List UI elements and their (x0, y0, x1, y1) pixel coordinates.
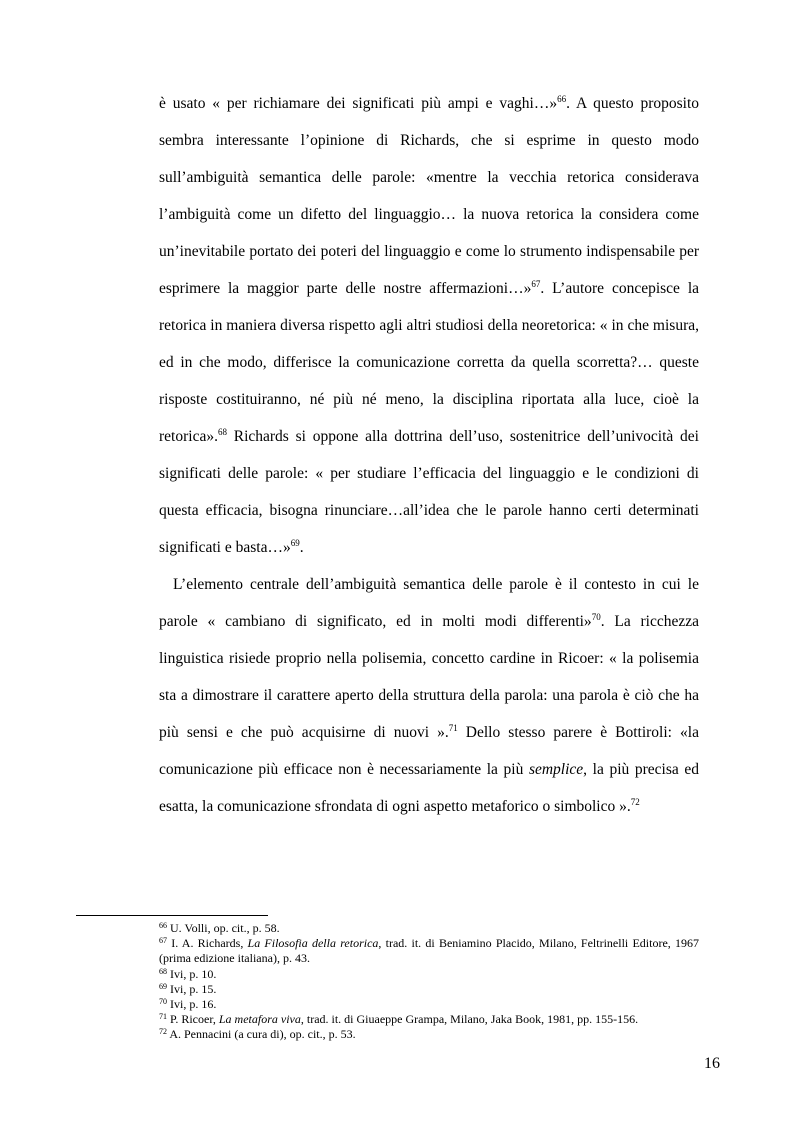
footnote-ref-67[interactable]: 67 (531, 279, 541, 289)
footnote-text: Ivi, p. 10. (167, 966, 217, 981)
footnote-number: 67 (159, 936, 167, 946)
page-number: 16 (704, 1055, 720, 1072)
paragraph-1-text-c: . L’autore concepisce la retorica in maniera diversa rispetto agli altri studiosi della neoretorica: « in che misura, ed in che modo, differisce la comunicazione corretta da quella scorretta?… queste risposte costituiranno, né più né meno, la disciplina riportata alla luce, cioè la retorica». (159, 280, 700, 445)
footnote-title: La metafora viva (218, 1012, 301, 1027)
paragraph-2-text-a: L’elemento centrale dell’ambiguità semantica delle parole è il contesto in cui le parole « cambiano di significato, ed in molti modi differenti» (159, 576, 699, 630)
footnote-ref-68[interactable]: 68 (217, 427, 227, 437)
paragraph-2-text-c: Dello stesso parere è Bottiroli: «la comunicazione più efficace non è necessariamente la più (159, 724, 699, 778)
paragraph-1-text-b: . A questo proposito sembra interessante l’opinione di Richards, che si esprime in questo modo sull’ambiguità semantica delle parole: «mentre la vecchia retorica considerava l’ambiguità come un difetto del linguaggio… la nuova retorica la considera come un’inevitabile portato dei poteri del linguaggio e come lo strumento indispensabile per esprimere la maggior parte delle nostre affermazioni…» (159, 95, 699, 297)
footnote-text: Ivi, p. 16. (167, 997, 217, 1012)
footnote-72 (159, 1027, 699, 1042)
footnote-title: La Filosofia della retorica (247, 936, 379, 951)
footnote-ref-69[interactable]: 69 (290, 538, 300, 548)
footnote-text: Ivi, p. 15. (167, 981, 217, 996)
footnote-number: 66 (159, 921, 167, 930)
footnote-71 (159, 1012, 699, 1027)
paragraph-2-emphasis: semplice (528, 761, 584, 778)
footnote-68 (159, 967, 699, 982)
paragraph-1-text-d: Richards si oppone alla dottrina dell’uso, sostenitrice dell’univocità dei significati delle parole: « per studiare l’efficacia del linguaggio e le condizioni di questa efficacia, bisogna rinunciare…all’idea che le parole hanno certi determinati significati e basta…» (159, 428, 699, 556)
footnote-ref-72[interactable]: 72 (630, 797, 640, 807)
footnote-ref-71[interactable]: 71 (448, 723, 458, 733)
footnote-69 (159, 982, 699, 997)
footnote-text: I. A. Richards, (167, 936, 248, 951)
footnote-ref-70[interactable]: 70 (591, 612, 601, 622)
paragraph-1 (159, 85, 699, 566)
footnote-text: U. Volli, op. cit., p. 58. (167, 921, 280, 935)
footnote-text-rest: , trad. it. di Beniamino Placido, Milano, Feltrinelli Editore, 1967 (prima edizione italiana), p. 43. (159, 936, 699, 966)
footnote-number: 70 (159, 997, 167, 1007)
body-text (159, 85, 699, 825)
footnote-number: 72 (159, 1027, 167, 1037)
footnote-number: 68 (159, 966, 167, 976)
footnote-text: P. Ricoer, (167, 1012, 219, 1027)
paragraph-1-text-e: . (299, 539, 304, 556)
paragraph-2-text-b: . La ricchezza linguistica risiede proprio nella polisemia, concetto cardine in Ricoer: « la polisemia sta a dimostrare il carattere aperto della struttura della parola: una parola è ciò che ha più sensi e che può acquisirne di nuovi ». (159, 613, 700, 741)
footnote-ref-66[interactable]: 66 (557, 94, 567, 104)
footnote-text: A. Pennacini (a cura di), op. cit., p. 53. (167, 1027, 356, 1042)
footnote-number: 69 (159, 981, 167, 991)
footnote-67 (159, 936, 699, 966)
footnotes (159, 921, 699, 1043)
footnote-70 (159, 997, 699, 1012)
paragraph-1-text-a: è usato « per richiamare dei significati più ampi e vaghi…» (159, 95, 558, 112)
paragraph-2 (159, 566, 699, 825)
footnote-text-rest: , trad. it. di Giuaeppe Grampa, Milano, Jaka Book, 1981, pp. 155-156. (300, 1012, 639, 1027)
footnote-66 (159, 921, 699, 936)
paragraph-2-text-d: , la più precisa ed esatta, la comunicazione sfrondata di ogni aspetto metaforico o simbolico ». (159, 761, 700, 815)
footnote-number: 71 (159, 1012, 167, 1022)
footnote-separator (76, 915, 268, 916)
